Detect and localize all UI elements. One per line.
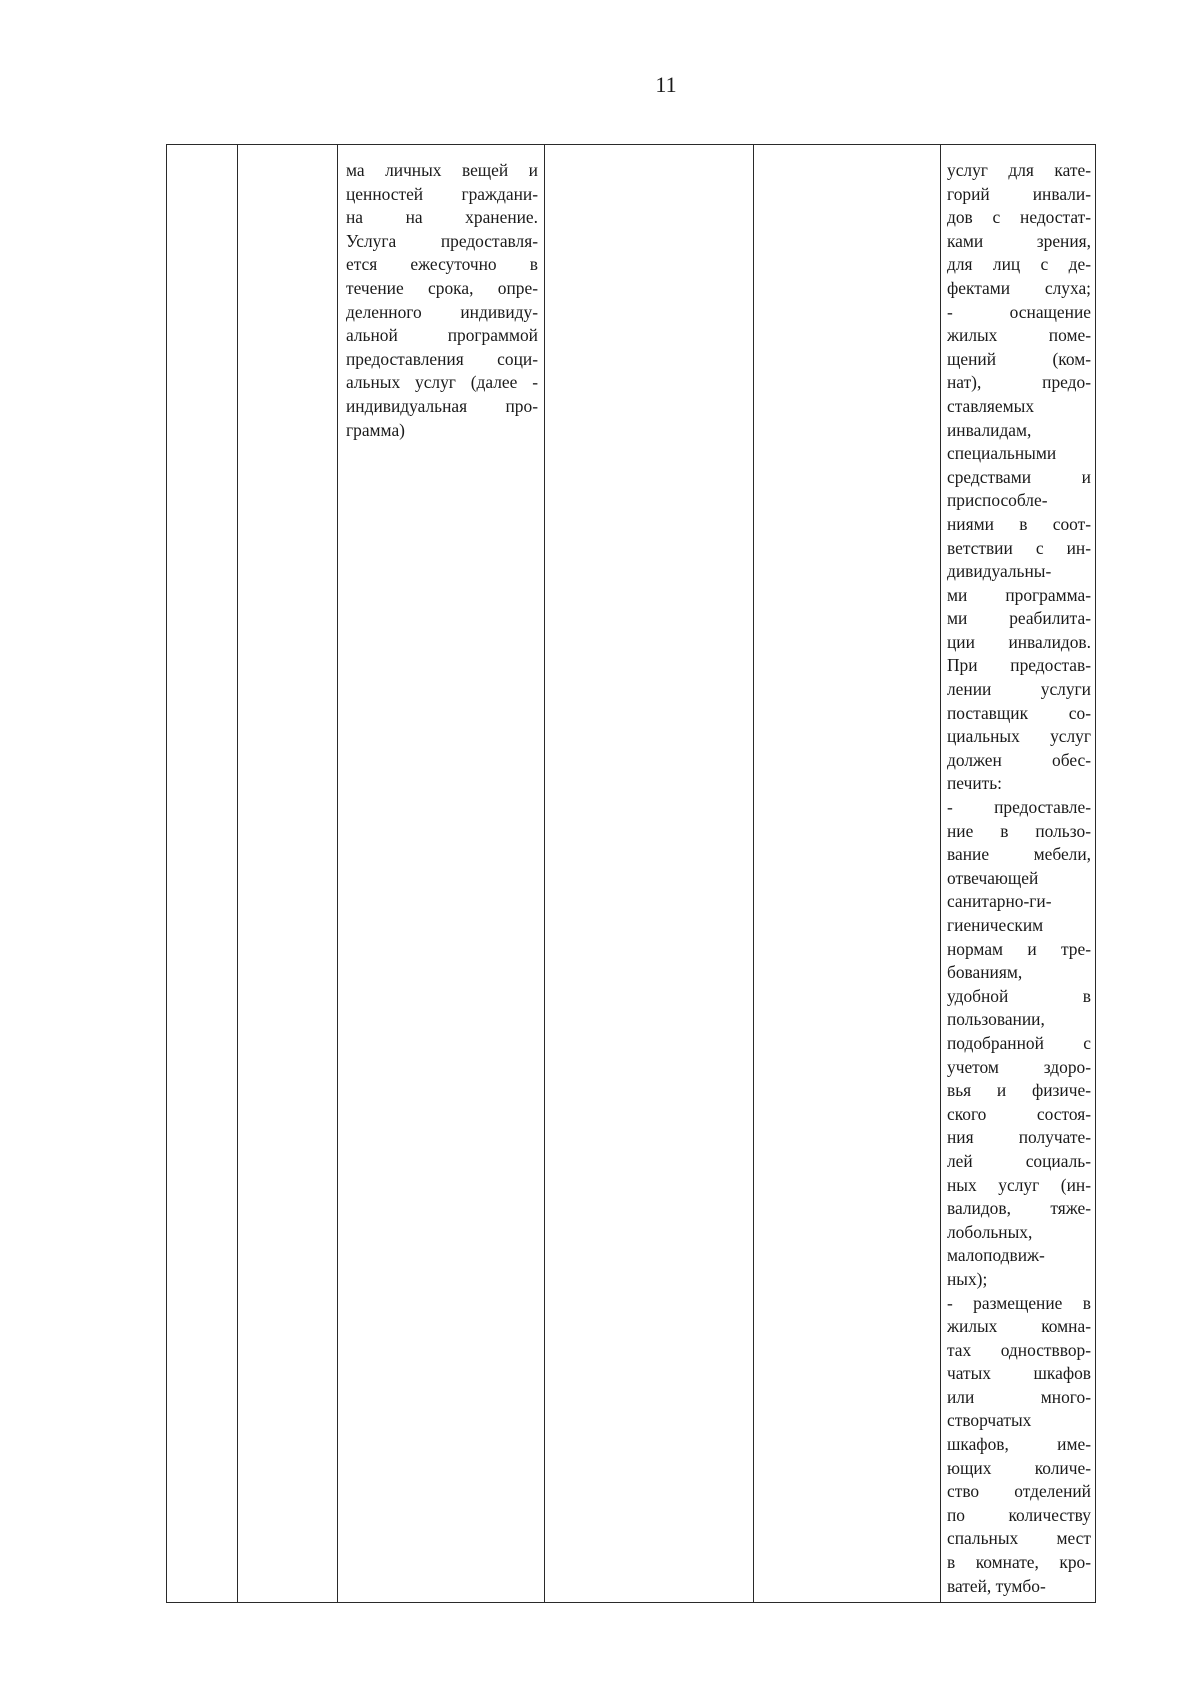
text-line: гиеническим bbox=[947, 915, 1044, 935]
text-line: ми программа- bbox=[947, 584, 1091, 605]
text-line: вья и физиче- bbox=[947, 1080, 1091, 1101]
text-line: инвалидам, bbox=[947, 419, 1032, 440]
text-line: жилых поме- bbox=[947, 325, 1091, 346]
text-line: дивидуальны- bbox=[947, 561, 1052, 582]
text-line: специальными bbox=[947, 443, 1057, 464]
text-line: течение срока, опре- bbox=[346, 277, 538, 298]
text-line: вание мебели, bbox=[947, 844, 1091, 865]
table-row bbox=[167, 145, 1096, 1603]
services-table bbox=[166, 144, 1096, 1603]
text-line: приспособле- bbox=[947, 490, 1048, 511]
cell-service-description bbox=[338, 145, 545, 1603]
text-line: предоставления соци- bbox=[346, 348, 538, 369]
cell-empty-4 bbox=[545, 145, 754, 1603]
text-line: - предоставле- bbox=[947, 797, 1091, 818]
text-line: альной программой bbox=[346, 325, 538, 346]
page-number: 11 bbox=[655, 72, 677, 97]
text-line: створчатых bbox=[947, 1410, 1032, 1431]
cell-empty-5 bbox=[754, 145, 941, 1603]
text-line: ниями в соот- bbox=[947, 513, 1091, 534]
text-line: ных услуг (ин- bbox=[947, 1174, 1091, 1195]
text-line: фектами слуха; bbox=[947, 277, 1091, 298]
text-line: тах одностввор- bbox=[947, 1339, 1091, 1360]
text-line: ками зрения, bbox=[947, 230, 1091, 251]
text-line: ство отделений bbox=[947, 1481, 1091, 1502]
cell-name bbox=[238, 145, 338, 1603]
text-line: альных услуг (далее - bbox=[346, 372, 538, 393]
text-line: щений (ком- bbox=[947, 348, 1091, 369]
text-line: ского состоя- bbox=[947, 1103, 1091, 1124]
service-requirements-text bbox=[941, 145, 1095, 1598]
text-line: горий инвали- bbox=[947, 183, 1091, 204]
text-line: отвечающей bbox=[947, 867, 1039, 888]
text-line: шкафов, име- bbox=[947, 1434, 1091, 1455]
text-line: лении услуги bbox=[947, 679, 1091, 700]
text-line: должен обес- bbox=[947, 749, 1091, 770]
text-line: деленного индивиду- bbox=[346, 301, 538, 322]
service-description-text bbox=[338, 145, 544, 442]
text-line: пользовании, bbox=[947, 1009, 1045, 1030]
text-line: грамма) bbox=[346, 419, 405, 440]
text-line: ветствии с ин- bbox=[947, 537, 1091, 558]
text-line: ции инвалидов. bbox=[947, 631, 1091, 652]
text-line: ется ежесуточно в bbox=[346, 254, 538, 275]
text-line: циальных услуг bbox=[947, 726, 1091, 747]
text-line: нат), предо- bbox=[947, 372, 1091, 393]
text-line: индивидуальная про- bbox=[346, 395, 538, 416]
text-line: ма личных вещей и bbox=[346, 160, 538, 180]
text-line: на на хранение. bbox=[346, 207, 538, 228]
text-line: Услуга предоставля- bbox=[346, 230, 538, 251]
text-line: ющих количе- bbox=[947, 1457, 1091, 1478]
text-line: ватей, тумбо- bbox=[947, 1575, 1046, 1596]
text-line: ния получате- bbox=[947, 1127, 1091, 1148]
text-line: валидов, тяже- bbox=[947, 1198, 1091, 1219]
text-line: удобной в bbox=[947, 985, 1091, 1006]
text-line: ние в пользо- bbox=[947, 820, 1091, 841]
text-line: ных); bbox=[947, 1268, 988, 1289]
text-line: учетом здоро- bbox=[947, 1056, 1091, 1077]
text-line: подобранной с bbox=[947, 1032, 1091, 1053]
text-line: по количеству bbox=[947, 1504, 1091, 1525]
text-line: бованиям, bbox=[947, 962, 1023, 983]
text-line: малоподвиж- bbox=[947, 1245, 1045, 1266]
text-line: - размещение в bbox=[947, 1292, 1091, 1313]
text-line: для лиц с де- bbox=[947, 254, 1091, 275]
text-line: жилых комна- bbox=[947, 1316, 1091, 1337]
text-line: спальных мест bbox=[947, 1528, 1091, 1549]
text-line: в комнате, кро- bbox=[947, 1552, 1091, 1573]
text-line: ставляемых bbox=[947, 395, 1035, 416]
text-line: При предостав- bbox=[947, 655, 1091, 676]
cell-service-requirements bbox=[941, 145, 1096, 1603]
text-line: или много- bbox=[947, 1386, 1091, 1407]
cell-number bbox=[167, 145, 238, 1603]
text-line: печить: bbox=[947, 773, 1003, 794]
text-line: чатых шкафов bbox=[947, 1363, 1091, 1384]
text-line: лобольных, bbox=[947, 1221, 1033, 1242]
text-line: - оснащение bbox=[947, 301, 1091, 322]
text-line: поставщик со- bbox=[947, 702, 1091, 723]
text-line: санитарно-ги- bbox=[947, 891, 1052, 912]
text-line: ценностей граждани- bbox=[346, 183, 538, 204]
text-line: лей социаль- bbox=[947, 1150, 1091, 1171]
text-line: ми реабилита- bbox=[947, 608, 1091, 629]
text-line: дов с недостат- bbox=[947, 207, 1091, 228]
text-line: средствами и bbox=[947, 466, 1091, 487]
text-line: услуг для кате- bbox=[947, 160, 1091, 180]
text-line: нормам и тре- bbox=[947, 938, 1091, 959]
